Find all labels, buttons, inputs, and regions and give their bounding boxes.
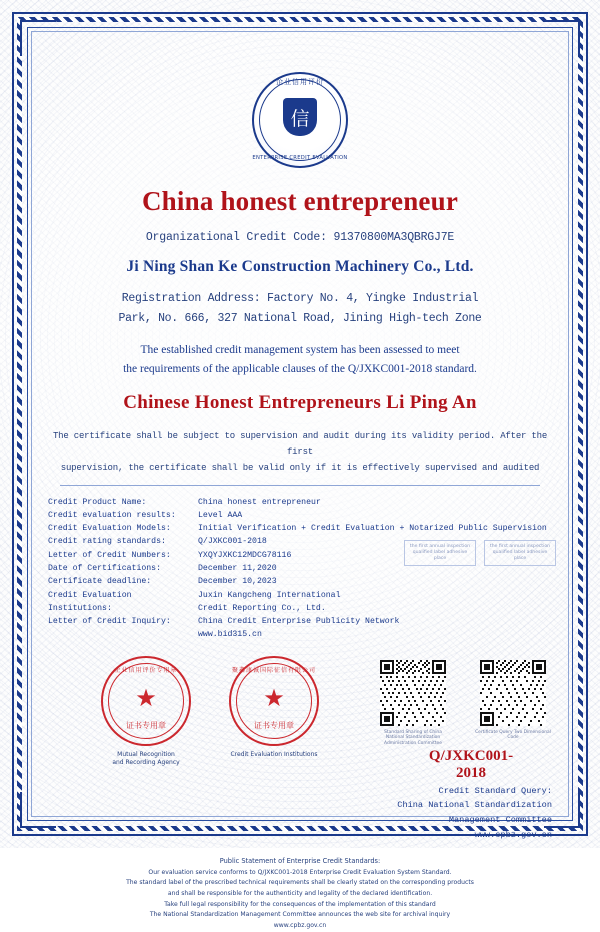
detail-value: Level AAA bbox=[198, 510, 243, 520]
public-statement-heading: Public Statement of Enterprise Credit Standards: bbox=[219, 857, 381, 866]
seal-mutual-recognition bbox=[100, 656, 192, 768]
query-website[interactable]: www.cpbz.gov.cn bbox=[474, 829, 552, 840]
public-statement-line: Take full legal responsibility for the consequences of the implementation of this standard bbox=[164, 900, 436, 908]
assessment-statement-line-1: The established credit management system has been assessed to meet bbox=[140, 344, 460, 357]
detail-label: Letter of Credit Numbers: bbox=[48, 550, 171, 560]
query-label: Credit Standard Query: bbox=[438, 785, 552, 796]
detail-value bbox=[198, 589, 552, 616]
detail-value-line-2: Credit Reporting Co., Ltd. bbox=[198, 603, 326, 613]
annual-inspection-stamp-areas bbox=[404, 540, 556, 566]
detail-row bbox=[48, 615, 552, 642]
detail-value: Q/JXKC001-2018 bbox=[198, 537, 267, 547]
seal-arc-text: 企业信用评价专用章 bbox=[114, 666, 178, 674]
certificate-number bbox=[386, 748, 556, 783]
seal-caption bbox=[100, 751, 192, 768]
detail-row bbox=[48, 496, 552, 509]
address-line-1: Registration Address: Factory No. 4, Yingke Industrial bbox=[121, 292, 479, 305]
public-statement-website[interactable]: www.cpbz.gov.cn bbox=[273, 921, 327, 929]
detail-row bbox=[48, 589, 552, 616]
annual-inspection-stamp-box: the first annual inspection qualified label adhesive place bbox=[404, 540, 476, 566]
supervision-note-line-1: The certificate shall be subject to supervision and audit during its validity period. After the first bbox=[52, 431, 548, 458]
detail-label: Credit evaluation results: bbox=[48, 510, 176, 520]
public-statement bbox=[42, 856, 558, 931]
seal-circle bbox=[229, 656, 319, 746]
detail-value-line-2: www.bid315.cn bbox=[198, 630, 262, 640]
detail-value bbox=[198, 615, 552, 642]
registration-address bbox=[42, 289, 558, 329]
honor-title: Chinese Honest Entrepreneurs Li Ping An bbox=[123, 392, 477, 414]
emblem-container bbox=[42, 72, 558, 168]
annual-inspection-stamp-box: the first annual inspection qualified label adhesive place bbox=[484, 540, 556, 566]
detail-value: China honest entrepreneur bbox=[198, 497, 321, 507]
supervision-note-line-2: supervision, the certificate shall be valid only if it is effectively supervised and audited bbox=[60, 463, 540, 474]
assessment-statement bbox=[42, 341, 558, 378]
detail-row bbox=[48, 522, 552, 535]
detail-label: Letter of Credit Inquiry: bbox=[48, 617, 171, 627]
seal-circle bbox=[101, 656, 191, 746]
emblem-bottom-text: ENTERPRISE CREDIT EVALUATION bbox=[252, 155, 348, 161]
qr-caption-standard-sharing: Standard Sharing of China National Standardization Administration Committee bbox=[384, 729, 442, 747]
detail-row bbox=[48, 509, 552, 522]
detail-label: Credit rating standards: bbox=[48, 537, 166, 547]
public-statement-line: The standard label of the prescribed technical requirements shall be clearly stated on the corresponding products bbox=[126, 879, 474, 887]
detail-value: December 11,2020 bbox=[198, 564, 277, 573]
detail-value: Initial Verification + Credit Evaluation + Notarized Public Supervision bbox=[198, 524, 547, 534]
detail-value: December 10,2023 bbox=[198, 577, 277, 587]
details-table bbox=[48, 496, 552, 642]
query-org-line-1: China National Standardization bbox=[397, 800, 552, 811]
credit-standard-query bbox=[42, 784, 558, 842]
address-line-2: Park, No. 666, 327 National Road, Jining High-tech Zone bbox=[118, 312, 482, 326]
assessment-statement-line-2: the requirements of the applicable clauses of the Q/JXKC001-2018 standard. bbox=[123, 362, 477, 375]
supervision-note bbox=[42, 428, 558, 477]
seal-inner-text: 证书专用章 bbox=[126, 720, 166, 730]
qr-code-certificate-query[interactable] bbox=[480, 660, 546, 726]
shield-icon: 信 bbox=[283, 98, 317, 136]
seal-caption-line-1: Mutual Recognition bbox=[117, 750, 175, 758]
certificate-number-line-2: 2018 bbox=[456, 764, 486, 781]
detail-label: Date of Certifications: bbox=[48, 564, 162, 573]
detail-label: Credit Evaluation Institutions: bbox=[48, 590, 132, 613]
company-name: Ji Ning Shan Ke Construction Machinery Co., Ltd. bbox=[126, 258, 474, 275]
credit-evaluation-emblem bbox=[252, 72, 348, 168]
star-icon: ★ bbox=[135, 685, 157, 712]
certificate-number-line-1: Q/JXKC001- bbox=[428, 747, 514, 764]
detail-label: Credit Product Name: bbox=[48, 497, 147, 507]
qr-code-standard-sharing[interactable] bbox=[380, 660, 446, 726]
seal-inner-text: 证书专用章 bbox=[254, 720, 294, 730]
page-title: China honest entrepreneur bbox=[141, 186, 458, 216]
qr-caption-certificate-query: Certificate Query Two Dimensional Code bbox=[475, 729, 551, 741]
detail-value-line-1: Juxin Kangcheng International bbox=[198, 590, 341, 600]
seal-caption-line-1: Credit Evaluation Institutions bbox=[230, 750, 318, 758]
seal-arc-text: 聚鑫康诚国际征信有限公司 bbox=[231, 666, 316, 674]
emblem-top-text: 企业信用评价 bbox=[276, 78, 324, 86]
certificate-content bbox=[42, 40, 558, 929]
query-org-line-2: Management Committee bbox=[448, 814, 552, 825]
public-statement-line: and shall be responsible for the authenticity and legality of the declared identification. bbox=[167, 889, 433, 897]
public-statement-line: Our evaluation service conforms to Q/JXKC001-2018 Enterprise Credit Evaluation System Standard. bbox=[148, 868, 452, 876]
seals-and-codes-row bbox=[42, 656, 558, 781]
detail-value-line-1: China Credit Enterprise Publicity Network bbox=[198, 617, 400, 627]
public-statement-line: The National Standardization Management Committee announces the web site for archival inquiry bbox=[149, 911, 451, 919]
divider bbox=[60, 485, 540, 486]
seal-caption bbox=[228, 751, 320, 759]
detail-row bbox=[48, 575, 552, 588]
star-icon: ★ bbox=[263, 685, 285, 712]
organizational-credit-code: Organizational Credit Code: 91370800MA3QBRGJ7E bbox=[145, 231, 455, 244]
detail-label: Certificate deadline: bbox=[48, 577, 152, 587]
detail-value: YXQYJXKC12MDCG78116 bbox=[198, 550, 292, 560]
detail-label: Credit Evaluation Models: bbox=[48, 524, 171, 534]
seal-caption-line-2: and Recording Agency bbox=[112, 759, 180, 767]
seal-credit-evaluation-institution bbox=[228, 656, 320, 759]
